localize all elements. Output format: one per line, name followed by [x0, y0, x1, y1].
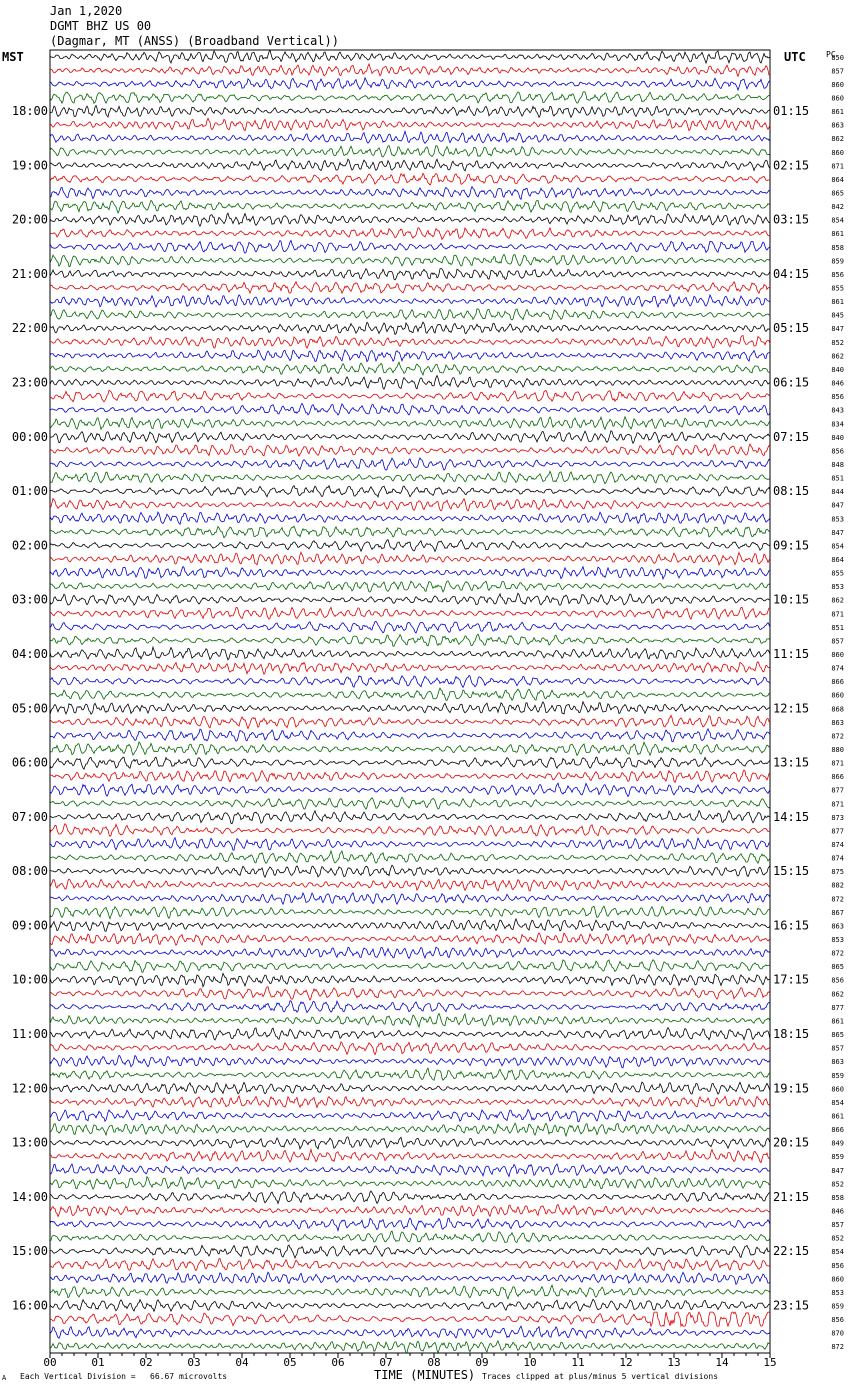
trace-level-81: 859	[831, 1153, 844, 1162]
x-tick-label: 11	[571, 1356, 585, 1369]
trace-row-20	[50, 322, 770, 334]
x-tick-label: 00	[43, 1356, 57, 1369]
trace-level-40: 862	[831, 596, 844, 605]
trace-level-94: 870	[831, 1329, 844, 1338]
trace-level-54: 877	[831, 786, 844, 795]
trace-level-13: 861	[831, 230, 844, 239]
trace-row-11	[50, 200, 770, 213]
trace-row-55	[50, 797, 770, 809]
trace-level-90: 860	[831, 1275, 844, 1284]
trace-level-65: 853	[831, 936, 844, 945]
trace-row-34	[50, 512, 770, 524]
x-tick-label: 02	[139, 1356, 153, 1369]
trace-level-69: 862	[831, 990, 844, 999]
trace-row-27	[50, 417, 770, 430]
trace-row-65	[50, 933, 770, 945]
trace-level-77: 854	[831, 1098, 844, 1107]
utc-time-label: 02:15	[773, 158, 810, 173]
clip-note: Traces clipped at plus/minus 5 vertical divisions	[482, 1372, 719, 1381]
trace-row-32	[50, 486, 770, 497]
mst-time-label: 05:00	[11, 701, 48, 716]
x-tick-label: 10	[523, 1356, 537, 1369]
trace-level-64: 863	[831, 922, 844, 931]
trace-row-18	[50, 295, 770, 307]
trace-row-46	[50, 676, 770, 688]
trace-level-7: 860	[831, 148, 844, 157]
mst-time-label: 08:00	[11, 864, 48, 879]
trace-level-62: 872	[831, 895, 844, 904]
trace-row-77	[50, 1096, 770, 1108]
mst-time-label: 11:00	[11, 1027, 48, 1042]
trace-row-75	[50, 1068, 770, 1080]
trace-level-70: 877	[831, 1003, 844, 1012]
mst-time-label: 07:00	[11, 809, 48, 824]
trace-row-62	[50, 893, 770, 904]
trace-level-30: 848	[831, 460, 844, 469]
trace-level-46: 866	[831, 678, 844, 687]
trace-row-29	[50, 444, 770, 456]
utc-time-label: 07:15	[773, 429, 810, 444]
trace-row-57	[50, 824, 770, 837]
trace-level-16: 856	[831, 270, 844, 279]
trace-level-43: 857	[831, 637, 844, 646]
trace-row-44	[50, 647, 770, 660]
x-tick-label: 08	[427, 1356, 441, 1369]
trace-level-59: 874	[831, 854, 844, 863]
utc-time-label: 22:15	[773, 1244, 810, 1259]
mst-time-label: 23:00	[11, 375, 48, 390]
trace-level-34: 853	[831, 515, 844, 524]
trace-row-64	[50, 919, 770, 931]
trace-row-80	[50, 1137, 770, 1149]
trace-level-78: 861	[831, 1112, 844, 1121]
trace-level-29: 856	[831, 447, 844, 456]
trace-level-25: 856	[831, 393, 844, 402]
trace-row-14	[50, 241, 770, 254]
trace-row-43	[50, 634, 770, 646]
trace-row-68	[50, 973, 770, 986]
trace-row-33	[50, 499, 770, 512]
trace-level-53: 866	[831, 773, 844, 782]
trace-row-19	[50, 309, 770, 320]
utc-time-label: 06:15	[773, 375, 810, 390]
trace-row-49	[50, 715, 770, 728]
trace-row-79	[50, 1123, 770, 1136]
trace-level-24: 846	[831, 379, 844, 388]
trace-level-21: 852	[831, 338, 844, 347]
mst-time-label: 16:00	[11, 1298, 48, 1313]
trace-row-73	[50, 1042, 770, 1055]
trace-level-79: 866	[831, 1126, 844, 1135]
trace-level-41: 871	[831, 610, 844, 619]
pc-label: PC	[826, 50, 836, 59]
trace-row-78	[50, 1110, 770, 1122]
utc-time-label: 01:15	[773, 104, 810, 119]
record-date: Jan 1,2020	[50, 4, 123, 18]
trace-row-90	[50, 1272, 770, 1284]
trace-level-80: 849	[831, 1139, 844, 1148]
trace-row-24	[50, 376, 770, 390]
mst-time-label: 20:00	[11, 212, 48, 227]
mst-time-label: 04:00	[11, 646, 48, 661]
utc-time-label: 14:15	[773, 809, 810, 824]
x-tick-label: 15	[763, 1356, 777, 1369]
trace-level-0: 850	[831, 53, 844, 62]
trace-row-89	[50, 1259, 770, 1271]
trace-row-67	[50, 960, 770, 973]
trace-level-93: 856	[831, 1316, 844, 1325]
trace-row-87	[50, 1231, 770, 1242]
trace-row-4	[50, 105, 770, 117]
trace-level-51: 880	[831, 746, 844, 755]
mst-time-label: 10:00	[11, 972, 48, 987]
mst-time-label: 18:00	[11, 104, 48, 119]
trace-level-87: 852	[831, 1234, 844, 1243]
trace-level-88: 854	[831, 1248, 844, 1257]
trace-row-31	[50, 471, 770, 483]
right-timezone-label: UTC	[784, 50, 806, 64]
trace-row-50	[50, 729, 770, 742]
x-tick-label: 09	[475, 1356, 489, 1369]
footer-mark: A	[2, 1374, 7, 1382]
trace-level-50: 872	[831, 732, 844, 741]
trace-row-16	[50, 269, 770, 280]
trace-row-85	[50, 1205, 770, 1217]
mst-time-label: 09:00	[11, 918, 48, 933]
mst-time-label: 02:00	[11, 538, 48, 553]
utc-time-label: 17:15	[773, 972, 810, 987]
trace-level-36: 854	[831, 542, 844, 551]
trace-level-15: 859	[831, 257, 844, 266]
trace-row-1	[50, 64, 770, 76]
trace-row-59	[50, 851, 770, 864]
trace-level-92: 859	[831, 1302, 844, 1311]
trace-level-85: 846	[831, 1207, 844, 1216]
trace-level-56: 873	[831, 813, 844, 822]
x-tick-label: 13	[667, 1356, 681, 1369]
utc-time-label: 23:15	[773, 1298, 810, 1313]
trace-level-44: 860	[831, 650, 844, 659]
utc-time-label: 15:15	[773, 864, 810, 879]
utc-time-label: 04:15	[773, 266, 810, 281]
x-tick-label: 07	[379, 1356, 393, 1369]
trace-row-61	[50, 879, 770, 891]
trace-level-37: 864	[831, 555, 844, 564]
x-tick-label: 03	[187, 1356, 201, 1369]
trace-row-95	[50, 1341, 770, 1353]
trace-row-3	[50, 92, 770, 104]
mst-time-label: 21:00	[11, 266, 48, 281]
trace-level-61: 882	[831, 881, 844, 890]
trace-level-14: 858	[831, 243, 844, 252]
trace-row-5	[50, 118, 770, 130]
trace-row-70	[50, 1001, 770, 1013]
trace-level-33: 847	[831, 501, 844, 510]
trace-level-48: 868	[831, 705, 844, 714]
trace-row-15	[50, 254, 770, 266]
trace-level-28: 840	[831, 433, 844, 442]
trace-level-18: 861	[831, 298, 844, 307]
x-tick-label: 04	[235, 1356, 249, 1369]
trace-row-88	[50, 1245, 770, 1258]
trace-level-58: 874	[831, 841, 844, 850]
trace-level-84: 858	[831, 1193, 844, 1202]
trace-row-54	[50, 783, 770, 796]
trace-level-57: 877	[831, 827, 844, 836]
utc-time-label: 08:15	[773, 484, 810, 499]
trace-row-2	[50, 78, 770, 90]
utc-time-label: 10:15	[773, 592, 810, 607]
mst-time-label: 00:00	[11, 429, 48, 444]
station-id: DGMT BHZ US 00	[50, 19, 152, 33]
trace-row-25	[50, 390, 770, 402]
trace-row-53	[50, 770, 770, 782]
trace-row-58	[50, 838, 770, 851]
trace-level-63: 867	[831, 908, 844, 917]
trace-level-91: 853	[831, 1288, 844, 1297]
trace-level-10: 865	[831, 189, 844, 198]
trace-row-17	[50, 282, 770, 294]
trace-row-84	[50, 1191, 770, 1203]
trace-level-82: 847	[831, 1166, 844, 1175]
station-location: (Dagmar, MT (ANSS) (Broadband Vertical))	[50, 34, 339, 48]
trace-level-55: 871	[831, 800, 844, 809]
trace-row-71	[50, 1014, 770, 1027]
utc-time-label: 13:15	[773, 755, 810, 770]
trace-row-35	[50, 526, 770, 538]
utc-time-label: 12:15	[773, 701, 810, 716]
trace-row-81	[50, 1149, 770, 1162]
trace-row-74	[50, 1055, 770, 1068]
trace-level-39: 853	[831, 583, 844, 592]
trace-level-68: 856	[831, 976, 844, 985]
utc-time-label: 16:15	[773, 918, 810, 933]
trace-row-6	[50, 131, 770, 143]
trace-level-5: 863	[831, 121, 844, 130]
trace-row-51	[50, 742, 770, 755]
mst-time-label: 22:00	[11, 321, 48, 336]
trace-row-94	[50, 1326, 770, 1338]
trace-level-45: 874	[831, 664, 844, 673]
mst-time-label: 14:00	[11, 1189, 48, 1204]
utc-time-label: 19:15	[773, 1081, 810, 1096]
x-tick-label: 14	[715, 1356, 729, 1369]
trace-level-2: 860	[831, 80, 844, 89]
trace-row-38	[50, 567, 770, 579]
trace-row-28	[50, 431, 770, 444]
trace-row-86	[50, 1218, 770, 1230]
trace-row-76	[50, 1082, 770, 1094]
trace-level-23: 840	[831, 365, 844, 374]
utc-time-label: 09:15	[773, 538, 810, 553]
utc-time-label: 21:15	[773, 1189, 810, 1204]
trace-row-8	[50, 159, 770, 171]
trace-row-9	[50, 173, 770, 185]
trace-level-47: 860	[831, 691, 844, 700]
trace-row-56	[50, 811, 770, 824]
trace-row-60	[50, 865, 770, 877]
trace-row-42	[50, 622, 770, 634]
trace-row-41	[50, 607, 770, 619]
trace-level-8: 871	[831, 162, 844, 171]
trace-level-76: 860	[831, 1085, 844, 1094]
trace-row-37	[50, 552, 770, 565]
trace-row-10	[50, 187, 770, 200]
trace-level-72: 865	[831, 1031, 844, 1040]
mst-time-label: 19:00	[11, 158, 48, 173]
utc-time-label: 11:15	[773, 646, 810, 661]
trace-level-22: 862	[831, 352, 844, 361]
trace-row-92	[50, 1299, 770, 1311]
trace-level-20: 847	[831, 325, 844, 334]
vertical-scale-note: Each Vertical Division = 66.67 microvolts	[20, 1372, 228, 1381]
trace-level-35: 847	[831, 528, 844, 537]
trace-level-95: 872	[831, 1343, 844, 1352]
trace-row-22	[50, 350, 770, 362]
trace-level-31: 851	[831, 474, 844, 483]
trace-row-26	[50, 403, 770, 415]
trace-row-23	[50, 362, 770, 375]
trace-level-32: 844	[831, 488, 844, 497]
trace-row-30	[50, 458, 770, 470]
trace-row-45	[50, 662, 770, 674]
utc-time-label: 18:15	[773, 1027, 810, 1042]
trace-level-1: 857	[831, 67, 844, 76]
trace-row-40	[50, 593, 770, 605]
trace-level-83: 852	[831, 1180, 844, 1189]
trace-level-4: 861	[831, 108, 844, 117]
mst-time-label: 15:00	[11, 1244, 48, 1259]
trace-level-71: 861	[831, 1017, 844, 1026]
x-tick-label: 05	[283, 1356, 297, 1369]
trace-level-26: 843	[831, 406, 844, 415]
trace-level-42: 851	[831, 623, 844, 632]
trace-level-67: 865	[831, 963, 844, 972]
mst-time-label: 06:00	[11, 755, 48, 770]
trace-level-73: 857	[831, 1044, 844, 1053]
trace-level-60: 875	[831, 868, 844, 877]
trace-row-47	[50, 688, 770, 700]
trace-level-6: 862	[831, 135, 844, 144]
utc-time-label: 20:15	[773, 1135, 810, 1150]
trace-row-82	[50, 1164, 770, 1176]
trace-level-89: 856	[831, 1261, 844, 1270]
trace-row-39	[50, 581, 770, 592]
mst-time-label: 12:00	[11, 1081, 48, 1096]
left-timezone-label: MST	[2, 50, 24, 64]
trace-row-36	[50, 540, 770, 552]
trace-level-17: 855	[831, 284, 844, 293]
trace-row-69	[50, 987, 770, 1000]
trace-level-38: 855	[831, 569, 844, 578]
trace-level-27: 834	[831, 420, 844, 429]
trace-level-75: 859	[831, 1071, 844, 1080]
trace-row-63	[50, 906, 770, 919]
trace-row-91	[50, 1285, 770, 1299]
trace-row-13	[50, 228, 770, 240]
x-axis-title: TIME (MINUTES)	[374, 1368, 476, 1382]
trace-level-12: 854	[831, 216, 844, 225]
trace-row-66	[50, 947, 770, 958]
trace-row-93	[50, 1312, 770, 1326]
trace-level-9: 864	[831, 175, 844, 184]
trace-row-83	[50, 1177, 770, 1190]
utc-time-label: 03:15	[773, 212, 810, 227]
trace-level-3: 860	[831, 94, 844, 103]
trace-level-86: 857	[831, 1221, 844, 1230]
utc-time-label: 05:15	[773, 321, 810, 336]
x-tick-label: 01	[91, 1356, 105, 1369]
mst-time-label: 03:00	[11, 592, 48, 607]
x-tick-label: 12	[619, 1356, 633, 1369]
x-tick-label: 06	[331, 1356, 345, 1369]
trace-level-52: 871	[831, 759, 844, 768]
trace-row-52	[50, 757, 770, 769]
trace-level-66: 872	[831, 949, 844, 958]
mst-time-label: 01:00	[11, 484, 48, 499]
trace-row-21	[50, 336, 770, 349]
trace-level-19: 845	[831, 311, 844, 320]
trace-row-7	[50, 146, 770, 158]
trace-level-49: 863	[831, 718, 844, 727]
trace-row-48	[50, 702, 770, 715]
trace-row-72	[50, 1028, 770, 1040]
trace-level-11: 842	[831, 203, 844, 212]
trace-row-12	[50, 213, 770, 226]
trace-level-74: 863	[831, 1058, 844, 1067]
trace-row-0	[50, 50, 770, 63]
mst-time-label: 13:00	[11, 1135, 48, 1150]
